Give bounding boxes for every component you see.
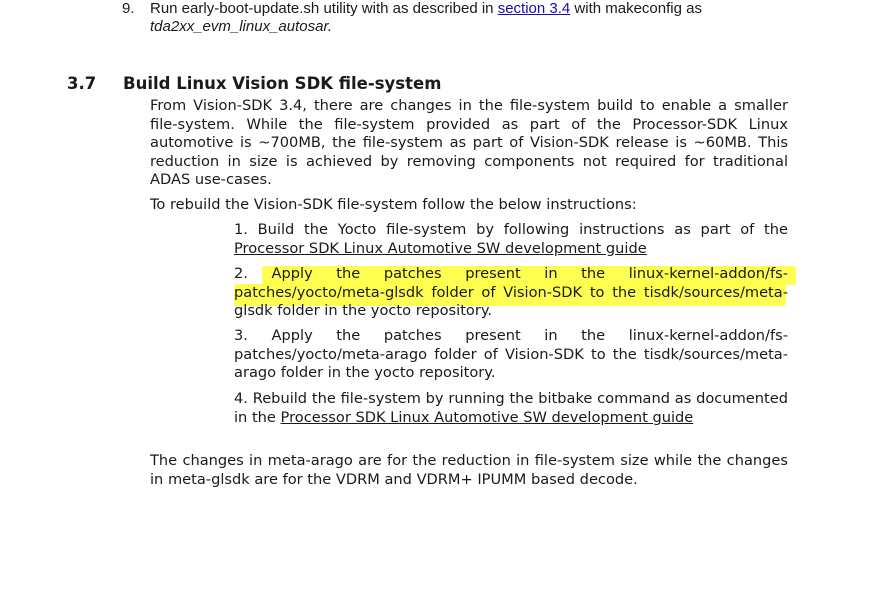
- list-item: [234, 327, 788, 383]
- config-name: tda2xx_evm_linux_autosar.: [150, 18, 333, 35]
- instructions-lead: To rebuild the Vision-SDK file-system follow the below instructions:: [150, 196, 637, 213]
- section-link[interactable]: section 3.4: [497, 0, 571, 17]
- step-text: 4. Rebuild the file-system by running the bitbake command as documented in the: [234, 390, 788, 426]
- item-text: Run early-boot-update.sh utility with as described in: [150, 0, 498, 17]
- guide-link[interactable]: Processor SDK Linux Automotive SW development guide: [280, 408, 694, 426]
- list-item: [234, 390, 788, 427]
- item-number: 9.: [122, 0, 135, 17]
- section-number: 3.7: [67, 74, 97, 93]
- item-text: with makeconfig as: [570, 0, 702, 17]
- step-text: 3. Apply the patches present in the linux-kernel-addon/fs-patches/yocto/meta-arago folder of Vision-SDK to the tisdk/sources/meta-arago folder in the yocto repository.: [234, 327, 788, 382]
- step-text: 2. Apply the patches present in the linux-kernel-addon/fs-patches/yocto/meta-glsdk folder of Vision-SDK to the tisdk/sources/meta-glsdk folder in the yocto repository.: [234, 265, 788, 320]
- section-heading: [67, 74, 441, 94]
- closing-paragraph: The changes in meta-arago are for the reduction in file-system size while the changes in meta-glsdk are for the VDRM and VDRM+ IPUMM based decode.: [150, 452, 788, 488]
- step-text: 1. Build the Yocto file-system by following instructions as part of the: [234, 221, 788, 238]
- list-item: [234, 221, 788, 258]
- section-title: Build Linux Vision SDK file-system: [123, 74, 442, 93]
- intro-paragraph: From Vision-SDK 3.4, there are changes in the file-system build to enable a smaller file-system. While the file-system provided as part of the Processor-SDK Linux automotive is ~700MB, the file-system as part of Vision-SDK release is ~60MB. This reduction in size is achieved by removing components not required for traditional ADAS use-cases.: [150, 97, 788, 189]
- guide-link[interactable]: Processor SDK Linux Automotive SW development guide: [234, 239, 647, 257]
- list-item: [234, 265, 788, 321]
- list-item: [122, 0, 822, 36]
